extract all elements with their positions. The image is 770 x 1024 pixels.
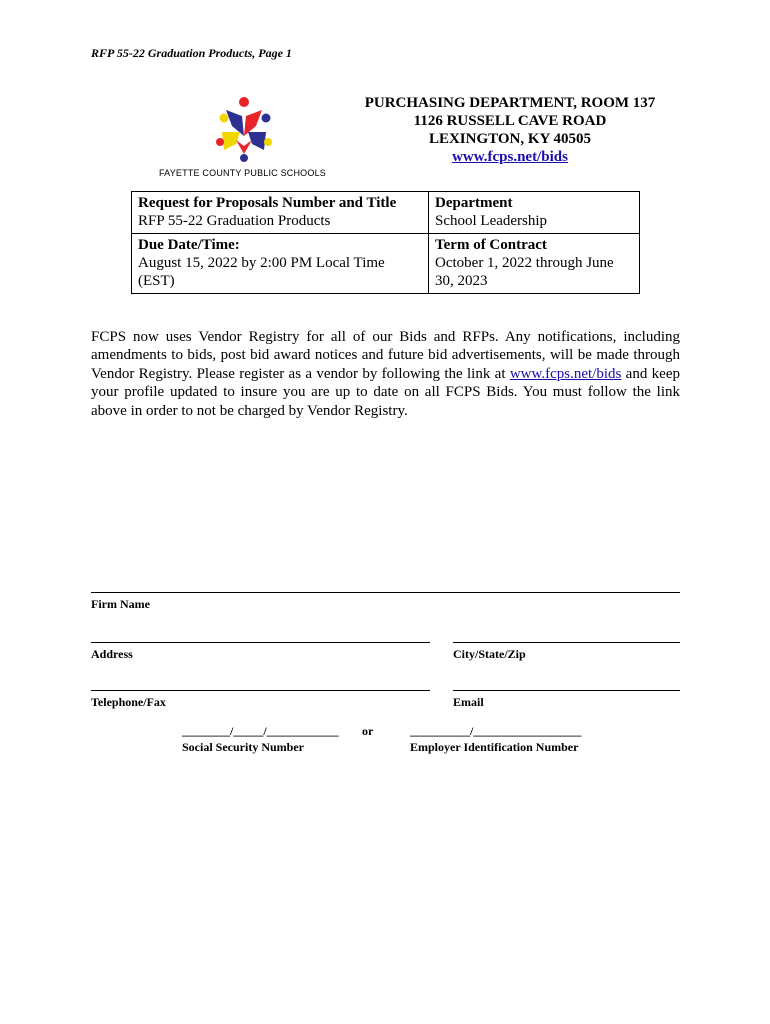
- notice-text-2: and keep your profile updated to insure you are up to date on all FCPS Bids. You must follow the link above in order to not be charged by Vendor Registry.: [91, 365, 680, 419]
- due-date-label: Due Date/Time:: [138, 237, 240, 253]
- bids-link[interactable]: www.fcps.net/bids: [452, 149, 568, 165]
- vendor-registry-notice: [91, 328, 680, 420]
- email-label: Email: [453, 695, 484, 709]
- address-label: Address: [91, 647, 133, 661]
- department-label: Department: [435, 195, 513, 211]
- rfp-info-table: [131, 191, 640, 294]
- department-value: School Leadership: [435, 213, 548, 229]
- or-text: or: [362, 724, 374, 738]
- purchasing-address: [340, 94, 680, 166]
- address-line-2: 1126 RUSSELL CAVE ROAD: [413, 113, 607, 129]
- ein-field[interactable]: __________/__________________: [410, 724, 582, 738]
- rfp-label: Request for Proposals Number and Title: [138, 195, 397, 211]
- ssn-field[interactable]: ________/_____/____________: [182, 724, 339, 738]
- term-value: October 1, 2022 through June 30, 2023: [435, 255, 614, 289]
- department-cell: [429, 192, 640, 234]
- firm-name-line[interactable]: [91, 592, 680, 593]
- firm-name-label: Firm Name: [91, 597, 150, 611]
- rfp-cell: [132, 192, 429, 234]
- rfp-value: RFP 55-22 Graduation Products: [138, 213, 331, 229]
- address-line-3: LEXINGTON, KY 40505: [428, 131, 592, 147]
- due-date-value: August 15, 2022 by 2:00 PM Local Time (EST): [138, 255, 385, 289]
- address-line[interactable]: [91, 642, 430, 643]
- page-header: RFP 55-22 Graduation Products, Page 1: [91, 46, 292, 60]
- ssn-label: Social Security Number: [182, 740, 304, 754]
- email-line[interactable]: [453, 690, 680, 691]
- fcps-logo: [150, 96, 335, 186]
- address-line-1: PURCHASING DEPARTMENT, ROOM 137: [364, 95, 656, 111]
- due-date-cell: [132, 234, 429, 294]
- ein-label: Employer Identification Number: [410, 740, 579, 754]
- fcps-logo-icon: [216, 96, 272, 162]
- notice-text-1: FCPS now uses Vendor Registry for all of our Bids and RFPs. Any notifications, including amendments to bids, post bid award notices and future bid advertisements, will be made through Vendor Registry. Please register as a vendor by following the link at: [91, 329, 680, 382]
- telephone-fax-label: Telephone/Fax: [91, 695, 166, 709]
- logo-caption: FAYETTE COUNTY PUBLIC SCHOOLS: [158, 168, 326, 178]
- notice-link[interactable]: www.fcps.net/bids: [509, 365, 622, 382]
- city-state-zip-label: City/State/Zip: [453, 647, 526, 661]
- telephone-fax-line[interactable]: [91, 690, 430, 691]
- term-cell: [429, 234, 640, 294]
- term-label: Term of Contract: [435, 237, 547, 253]
- city-state-zip-line[interactable]: [453, 642, 680, 643]
